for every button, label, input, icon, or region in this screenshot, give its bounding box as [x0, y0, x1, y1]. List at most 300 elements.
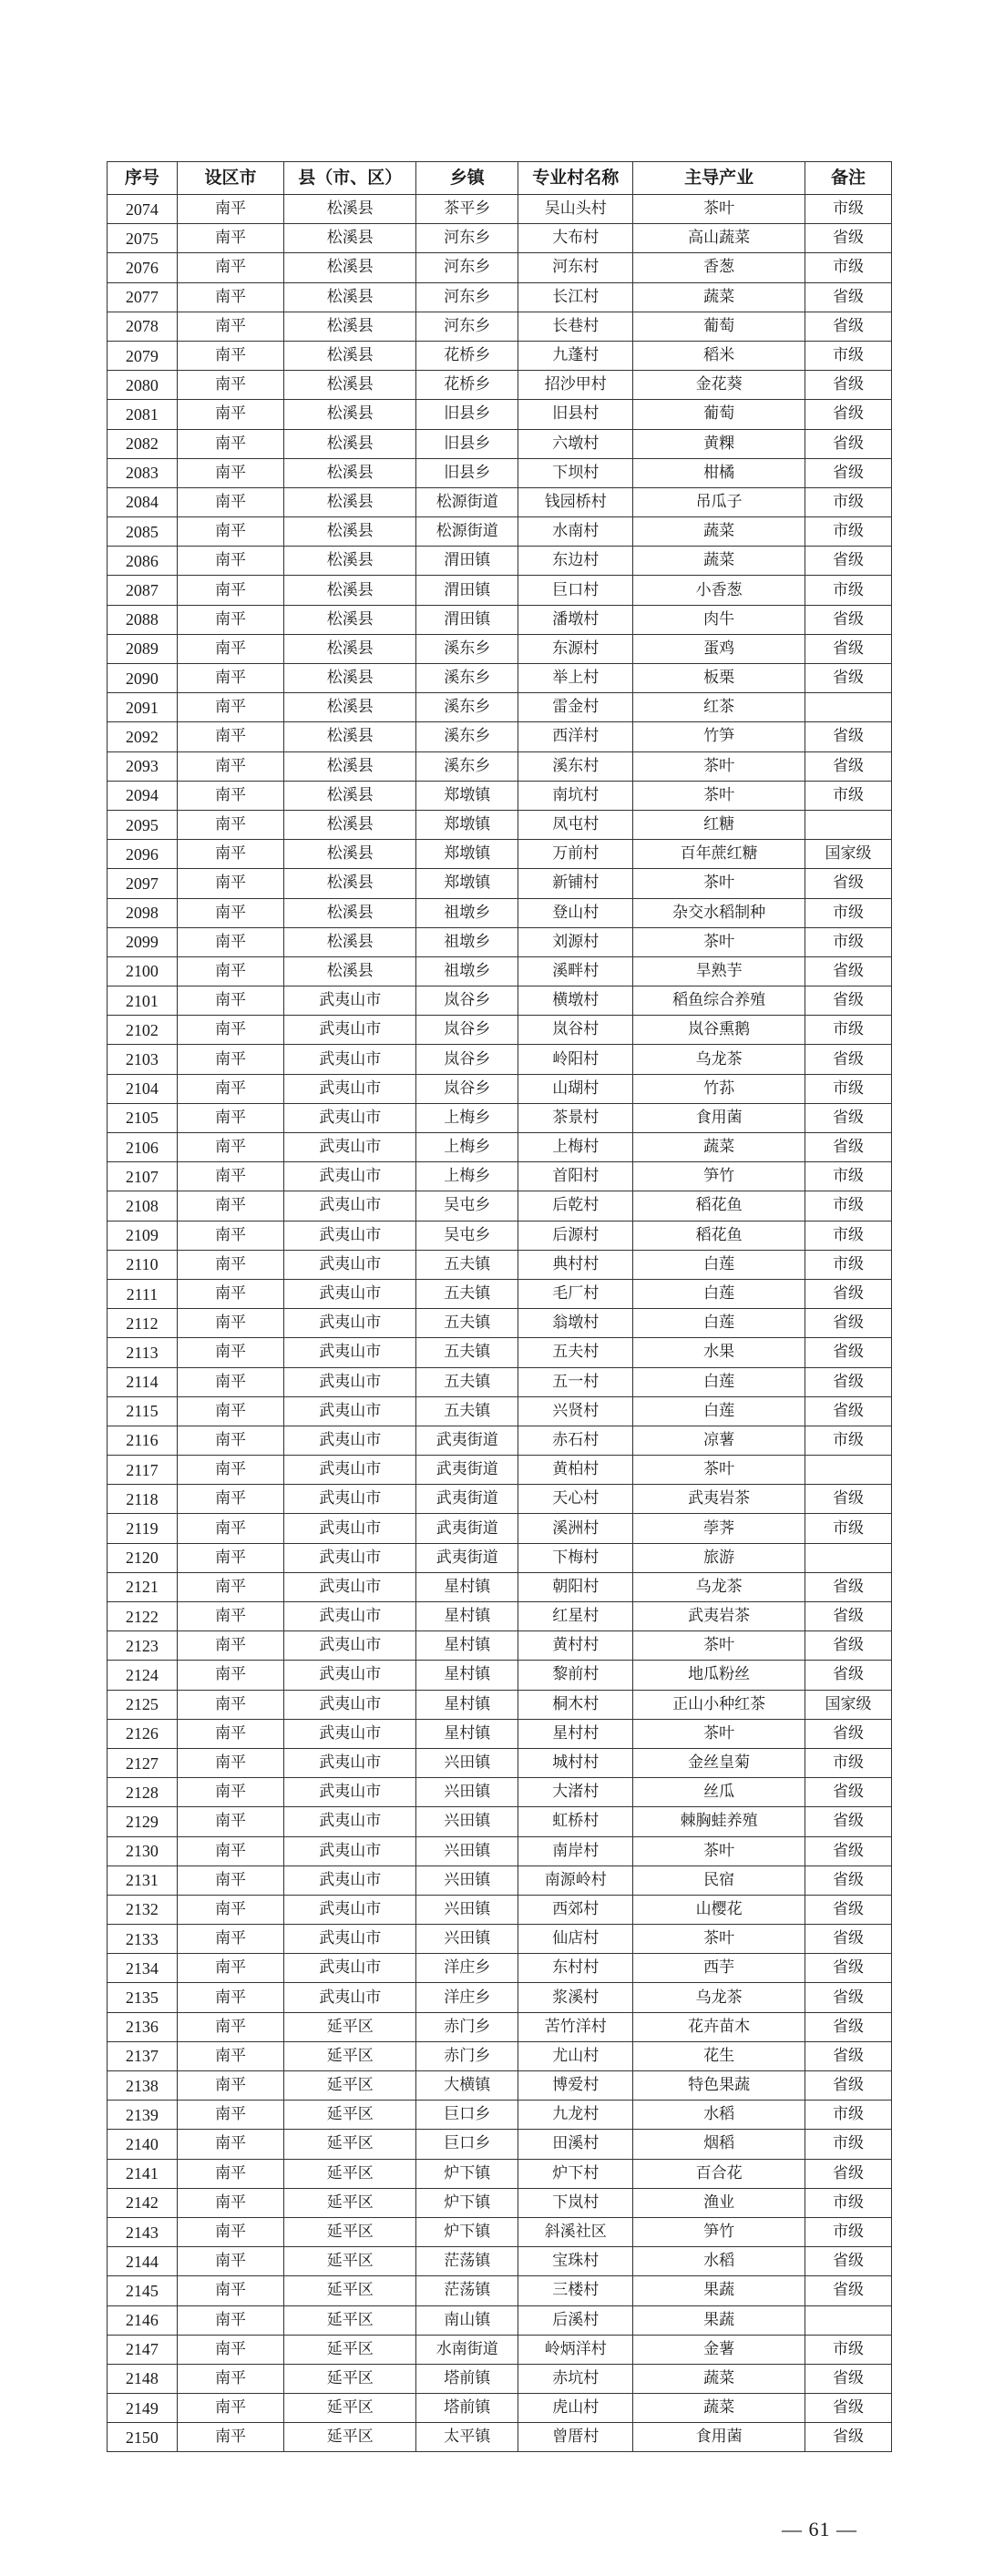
cell-county: 延平区 — [284, 2130, 416, 2159]
cell-county: 武夷山市 — [284, 1719, 416, 1748]
cell-city: 南平 — [177, 781, 283, 810]
cell-city: 南平 — [177, 2159, 283, 2188]
cell-city: 南平 — [177, 1103, 283, 1132]
cell-city: 南平 — [177, 1543, 283, 1572]
cell-serial: 2084 — [108, 487, 178, 516]
cell-note: 省级 — [805, 224, 892, 253]
cell-city: 南平 — [177, 2335, 283, 2364]
cell-township: 赤门乡 — [416, 2012, 518, 2041]
table-row — [108, 1074, 892, 1103]
cell-county: 武夷山市 — [284, 1367, 416, 1396]
cell-township: 郑墩镇 — [416, 869, 518, 898]
cell-serial: 2120 — [108, 1543, 178, 1572]
cell-note: 省级 — [805, 956, 892, 986]
cell-county: 武夷山市 — [284, 1602, 416, 1631]
header-city: 设区市 — [177, 162, 283, 195]
cell-city: 南平 — [177, 2041, 283, 2070]
cell-village: 三楼村 — [518, 2276, 633, 2305]
cell-industry: 乌龙茶 — [633, 1572, 805, 1601]
cell-note: 省级 — [805, 1866, 892, 1895]
table-row — [108, 869, 892, 898]
cell-serial: 2133 — [108, 1925, 178, 1954]
cell-serial: 2115 — [108, 1396, 178, 1426]
table-row — [108, 2364, 892, 2393]
cell-village: 曾厝村 — [518, 2423, 633, 2452]
cell-township: 武夷街道 — [416, 1543, 518, 1572]
cell-city: 南平 — [177, 2071, 283, 2101]
cell-industry: 山樱花 — [633, 1895, 805, 1924]
table-row — [108, 2423, 892, 2452]
cell-village: 黄柏村 — [518, 1456, 633, 1485]
cell-village: 博爱村 — [518, 2071, 633, 2101]
table-row — [108, 312, 892, 341]
cell-city: 南平 — [177, 1866, 283, 1895]
cell-serial: 2146 — [108, 2305, 178, 2335]
cell-serial: 2142 — [108, 2188, 178, 2217]
cell-serial: 2080 — [108, 371, 178, 400]
cell-city: 南平 — [177, 1045, 283, 1074]
cell-township: 武夷街道 — [416, 1485, 518, 1514]
cell-city: 南平 — [177, 576, 283, 605]
cell-city: 南平 — [177, 2423, 283, 2452]
cell-city: 南平 — [177, 1925, 283, 1954]
cell-village: 浆溪村 — [518, 1983, 633, 2012]
table-row — [108, 400, 892, 429]
cell-serial: 2114 — [108, 1367, 178, 1396]
cell-village: 炉下村 — [518, 2159, 633, 2188]
cell-serial: 2106 — [108, 1133, 178, 1162]
cell-village: 溪东村 — [518, 751, 633, 781]
cell-county: 延平区 — [284, 2394, 416, 2423]
cell-city: 南平 — [177, 1661, 283, 1690]
cell-city: 南平 — [177, 1133, 283, 1162]
cell-township: 岚谷乡 — [416, 986, 518, 1016]
table-row — [108, 2101, 892, 2130]
cell-serial: 2094 — [108, 781, 178, 810]
cell-village: 东源村 — [518, 634, 633, 663]
cell-note: 省级 — [805, 1309, 892, 1338]
cell-serial: 2085 — [108, 517, 178, 547]
cell-note: 省级 — [805, 2247, 892, 2276]
cell-serial: 2083 — [108, 458, 178, 487]
cell-county: 武夷山市 — [284, 1514, 416, 1543]
cell-city: 南平 — [177, 1602, 283, 1631]
cell-township: 武夷街道 — [416, 1514, 518, 1543]
cell-county: 松溪县 — [284, 312, 416, 341]
cell-city: 南平 — [177, 253, 283, 282]
cell-village: 田溪村 — [518, 2130, 633, 2159]
cell-industry: 荸荠 — [633, 1514, 805, 1543]
cell-note — [805, 2305, 892, 2335]
cell-village: 上梅村 — [518, 1133, 633, 1162]
cell-county: 武夷山市 — [284, 1572, 416, 1601]
cell-serial: 2087 — [108, 576, 178, 605]
cell-note: 省级 — [805, 1836, 892, 1866]
table-row — [108, 2335, 892, 2364]
cell-serial: 2124 — [108, 1661, 178, 1690]
cell-industry: 果蔬 — [633, 2305, 805, 2335]
cell-township: 吴屯乡 — [416, 1221, 518, 1250]
cell-village: 六墩村 — [518, 429, 633, 458]
cell-village: 东边村 — [518, 547, 633, 576]
cell-industry: 黄粿 — [633, 429, 805, 458]
cell-village: 大渚村 — [518, 1778, 633, 1807]
table-row — [108, 1221, 892, 1250]
cell-industry: 食用菌 — [633, 2423, 805, 2452]
cell-note: 市级 — [805, 341, 892, 370]
cell-township: 河东乡 — [416, 312, 518, 341]
cell-township: 五夫镇 — [416, 1396, 518, 1426]
cell-serial: 2128 — [108, 1778, 178, 1807]
cell-township: 溪东乡 — [416, 693, 518, 722]
cell-city: 南平 — [177, 751, 283, 781]
cell-industry: 茶叶 — [633, 1456, 805, 1485]
table-row — [108, 458, 892, 487]
cell-city: 南平 — [177, 956, 283, 986]
cell-village: 城村村 — [518, 1748, 633, 1777]
cell-village: 长巷村 — [518, 312, 633, 341]
cell-industry: 葡萄 — [633, 400, 805, 429]
table-row — [108, 195, 892, 224]
cell-note: 省级 — [805, 2041, 892, 2070]
cell-serial: 2149 — [108, 2394, 178, 2423]
cell-city: 南平 — [177, 1895, 283, 1924]
cell-county: 延平区 — [284, 2335, 416, 2364]
cell-note: 市级 — [805, 576, 892, 605]
table-row — [108, 224, 892, 253]
cell-county: 武夷山市 — [284, 1983, 416, 2012]
page-number: — 61 — — [782, 2518, 857, 2540]
cell-city: 南平 — [177, 429, 283, 458]
cell-industry: 旱熟芋 — [633, 956, 805, 986]
cell-county: 武夷山市 — [284, 1016, 416, 1045]
cell-township: 茶平乡 — [416, 195, 518, 224]
cell-township: 星村镇 — [416, 1572, 518, 1601]
cell-industry: 食用菌 — [633, 1103, 805, 1132]
table-row — [108, 1338, 892, 1367]
cell-county: 武夷山市 — [284, 1309, 416, 1338]
cell-village: 凤屯村 — [518, 810, 633, 839]
table-row — [108, 2217, 892, 2246]
cell-industry: 武夷岩茶 — [633, 1602, 805, 1631]
cell-city: 南平 — [177, 898, 283, 927]
table-row — [108, 1514, 892, 1543]
cell-county: 松溪县 — [284, 751, 416, 781]
table-row — [108, 1631, 892, 1661]
cell-township: 岚谷乡 — [416, 1016, 518, 1045]
cell-township: 大横镇 — [416, 2071, 518, 2101]
cell-city: 南平 — [177, 634, 283, 663]
cell-city: 南平 — [177, 1016, 283, 1045]
cell-serial: 2109 — [108, 1221, 178, 1250]
cell-serial: 2110 — [108, 1250, 178, 1279]
cell-note: 省级 — [805, 2071, 892, 2101]
cell-township: 塔前镇 — [416, 2364, 518, 2393]
cell-township: 水南街道 — [416, 2335, 518, 2364]
cell-county: 松溪县 — [284, 693, 416, 722]
table-row — [108, 517, 892, 547]
cell-serial: 2099 — [108, 927, 178, 956]
cell-city: 南平 — [177, 1690, 283, 1719]
cell-county: 武夷山市 — [284, 1866, 416, 1895]
cell-industry: 红茶 — [633, 693, 805, 722]
cell-village: 溪洲村 — [518, 1514, 633, 1543]
cell-industry: 金丝皇菊 — [633, 1748, 805, 1777]
cell-city: 南平 — [177, 664, 283, 693]
cell-industry: 白莲 — [633, 1279, 805, 1308]
cell-serial: 2074 — [108, 195, 178, 224]
cell-note: 市级 — [805, 2101, 892, 2130]
cell-industry: 肉牛 — [633, 605, 805, 634]
table-row — [108, 2247, 892, 2276]
table-row — [108, 371, 892, 400]
cell-township: 旧县乡 — [416, 400, 518, 429]
cell-township: 祖墩乡 — [416, 898, 518, 927]
cell-city: 南平 — [177, 810, 283, 839]
cell-industry: 金薯 — [633, 2335, 805, 2364]
cell-county: 松溪县 — [284, 195, 416, 224]
cell-note: 省级 — [805, 1661, 892, 1690]
table-row — [108, 1309, 892, 1338]
table-row — [108, 2071, 892, 2101]
cell-county: 武夷山市 — [284, 1456, 416, 1485]
cell-township: 溪东乡 — [416, 664, 518, 693]
cell-county: 延平区 — [284, 2247, 416, 2276]
cell-township: 兴田镇 — [416, 1748, 518, 1777]
cell-township: 兴田镇 — [416, 1807, 518, 1836]
cell-village: 巨口村 — [518, 576, 633, 605]
cell-serial: 2140 — [108, 2130, 178, 2159]
cell-township: 洋庄乡 — [416, 1983, 518, 2012]
cell-village: 溪畔村 — [518, 956, 633, 986]
cell-village: 西郊村 — [518, 1895, 633, 1924]
cell-township: 郑墩镇 — [416, 810, 518, 839]
cell-industry: 蔬菜 — [633, 547, 805, 576]
cell-township: 五夫镇 — [416, 1250, 518, 1279]
cell-industry: 茶叶 — [633, 1836, 805, 1866]
cell-city: 南平 — [177, 517, 283, 547]
cell-county: 延平区 — [284, 2364, 416, 2393]
cell-city: 南平 — [177, 1631, 283, 1661]
cell-serial: 2148 — [108, 2364, 178, 2393]
cell-township: 河东乡 — [416, 253, 518, 282]
cell-county: 延平区 — [284, 2159, 416, 2188]
cell-township: 上梅乡 — [416, 1133, 518, 1162]
cell-village: 举上村 — [518, 664, 633, 693]
header-serial: 序号 — [108, 162, 178, 195]
cell-city: 南平 — [177, 1338, 283, 1367]
cell-county: 延平区 — [284, 2071, 416, 2101]
cell-serial: 2141 — [108, 2159, 178, 2188]
cell-serial: 2132 — [108, 1895, 178, 1924]
cell-serial: 2097 — [108, 869, 178, 898]
cell-township: 塔前镇 — [416, 2394, 518, 2423]
cell-county: 松溪县 — [284, 547, 416, 576]
cell-village: 宝珠村 — [518, 2247, 633, 2276]
table-row — [108, 986, 892, 1016]
cell-county: 松溪县 — [284, 722, 416, 751]
table-row — [108, 810, 892, 839]
cell-village: 红星村 — [518, 1602, 633, 1631]
table-row — [108, 751, 892, 781]
cell-note: 省级 — [805, 1367, 892, 1396]
cell-village: 星村村 — [518, 1719, 633, 1748]
cell-serial: 2130 — [108, 1836, 178, 1866]
table-row — [108, 1279, 892, 1308]
cell-industry: 民宿 — [633, 1866, 805, 1895]
cell-note: 省级 — [805, 986, 892, 1016]
cell-township: 星村镇 — [416, 1631, 518, 1661]
cell-county: 松溪县 — [284, 810, 416, 839]
cell-village: 斜溪社区 — [518, 2217, 633, 2246]
cell-county: 延平区 — [284, 2217, 416, 2246]
cell-village: 虹桥村 — [518, 1807, 633, 1836]
cell-note: 省级 — [805, 1279, 892, 1308]
table-row — [108, 2159, 892, 2188]
cell-county: 武夷山市 — [284, 1543, 416, 1572]
cell-note: 省级 — [805, 547, 892, 576]
cell-village: 岭炳洋村 — [518, 2335, 633, 2364]
cell-village: 典村村 — [518, 1250, 633, 1279]
cell-township: 五夫镇 — [416, 1338, 518, 1367]
cell-note: 市级 — [805, 898, 892, 927]
cell-note: 市级 — [805, 2188, 892, 2217]
cell-serial: 2119 — [108, 1514, 178, 1543]
cell-industry: 高山蔬菜 — [633, 224, 805, 253]
cell-note: 省级 — [805, 664, 892, 693]
cell-industry: 稻鱼综合养殖 — [633, 986, 805, 1016]
cell-note: 省级 — [805, 1045, 892, 1074]
cell-industry: 特色果蔬 — [633, 2071, 805, 2101]
cell-village: 东村村 — [518, 1954, 633, 1983]
cell-township: 炉下镇 — [416, 2188, 518, 2217]
header-township: 乡镇 — [416, 162, 518, 195]
cell-serial: 2075 — [108, 224, 178, 253]
cell-note: 省级 — [805, 1895, 892, 1924]
cell-serial: 2082 — [108, 429, 178, 458]
cell-village: 岚谷村 — [518, 1016, 633, 1045]
table-row — [108, 1748, 892, 1777]
cell-note: 省级 — [805, 1631, 892, 1661]
cell-note: 市级 — [805, 1250, 892, 1279]
cell-note: 市级 — [805, 1514, 892, 1543]
cell-village: 潘墩村 — [518, 605, 633, 634]
header-note: 备注 — [805, 162, 892, 195]
cell-county: 松溪县 — [284, 400, 416, 429]
cell-township: 溪东乡 — [416, 634, 518, 663]
cell-note: 省级 — [805, 2364, 892, 2393]
cell-industry: 小香葱 — [633, 576, 805, 605]
table-row — [108, 2012, 892, 2041]
cell-note: 市级 — [805, 1162, 892, 1191]
cell-county: 武夷山市 — [284, 1045, 416, 1074]
cell-city: 南平 — [177, 1074, 283, 1103]
table-row — [108, 2305, 892, 2335]
cell-village: 天心村 — [518, 1485, 633, 1514]
cell-county: 武夷山市 — [284, 1631, 416, 1661]
cell-city: 南平 — [177, 1279, 283, 1308]
cell-note: 省级 — [805, 869, 892, 898]
cell-village: 下坝村 — [518, 458, 633, 487]
table-row — [108, 2041, 892, 2070]
cell-note — [805, 1456, 892, 1485]
table-row — [108, 1866, 892, 1895]
cell-note — [805, 1543, 892, 1572]
cell-county: 松溪县 — [284, 927, 416, 956]
cell-county: 松溪县 — [284, 576, 416, 605]
cell-note: 省级 — [805, 1778, 892, 1807]
table-row — [108, 956, 892, 986]
cell-serial: 2104 — [108, 1074, 178, 1103]
cell-serial: 2144 — [108, 2247, 178, 2276]
cell-serial: 2108 — [108, 1191, 178, 1221]
cell-serial: 2093 — [108, 751, 178, 781]
cell-county: 武夷山市 — [284, 1426, 416, 1455]
cell-note: 省级 — [805, 1572, 892, 1601]
cell-township: 溪东乡 — [416, 722, 518, 751]
cell-industry: 花生 — [633, 2041, 805, 2070]
cell-county: 松溪县 — [284, 898, 416, 927]
table-row — [108, 840, 892, 869]
cell-note: 省级 — [805, 1485, 892, 1514]
cell-city: 南平 — [177, 312, 283, 341]
table-row — [108, 1836, 892, 1866]
cell-industry: 白莲 — [633, 1396, 805, 1426]
cell-city: 南平 — [177, 341, 283, 370]
cell-village: 黎前村 — [518, 1661, 633, 1690]
cell-note: 市级 — [805, 253, 892, 282]
table-row — [108, 2394, 892, 2423]
cell-serial: 2134 — [108, 1954, 178, 1983]
cell-county: 武夷山市 — [284, 1221, 416, 1250]
cell-industry: 棘胸蛙养殖 — [633, 1807, 805, 1836]
cell-county: 武夷山市 — [284, 1162, 416, 1191]
cell-industry: 杂交水稻制种 — [633, 898, 805, 927]
cell-city: 南平 — [177, 1954, 283, 1983]
table-row — [108, 1456, 892, 1485]
cell-county: 延平区 — [284, 2101, 416, 2130]
cell-note: 省级 — [805, 1103, 892, 1132]
cell-serial: 2076 — [108, 253, 178, 282]
cell-village: 南岸村 — [518, 1836, 633, 1866]
cell-township: 郑墩镇 — [416, 840, 518, 869]
cell-county: 松溪县 — [284, 605, 416, 634]
cell-city: 南平 — [177, 2364, 283, 2393]
cell-village: 翁墩村 — [518, 1309, 633, 1338]
cell-village: 仙店村 — [518, 1925, 633, 1954]
cell-county: 延平区 — [284, 2276, 416, 2305]
cell-city: 南平 — [177, 487, 283, 516]
cell-village: 后源村 — [518, 1221, 633, 1250]
cell-township: 五夫镇 — [416, 1279, 518, 1308]
cell-serial: 2100 — [108, 956, 178, 986]
cell-township: 松源街道 — [416, 487, 518, 516]
cell-industry: 白莲 — [633, 1309, 805, 1338]
cell-serial: 2121 — [108, 1572, 178, 1601]
cell-serial: 2125 — [108, 1690, 178, 1719]
table-row — [108, 2276, 892, 2305]
cell-city: 南平 — [177, 1748, 283, 1777]
cell-county: 松溪县 — [284, 458, 416, 487]
cell-city: 南平 — [177, 282, 283, 312]
cell-note: 省级 — [805, 400, 892, 429]
cell-industry: 白莲 — [633, 1250, 805, 1279]
cell-serial: 2112 — [108, 1309, 178, 1338]
cell-serial: 2091 — [108, 693, 178, 722]
cell-village: 桐木村 — [518, 1690, 633, 1719]
cell-city: 南平 — [177, 1162, 283, 1191]
cell-township: 渭田镇 — [416, 547, 518, 576]
